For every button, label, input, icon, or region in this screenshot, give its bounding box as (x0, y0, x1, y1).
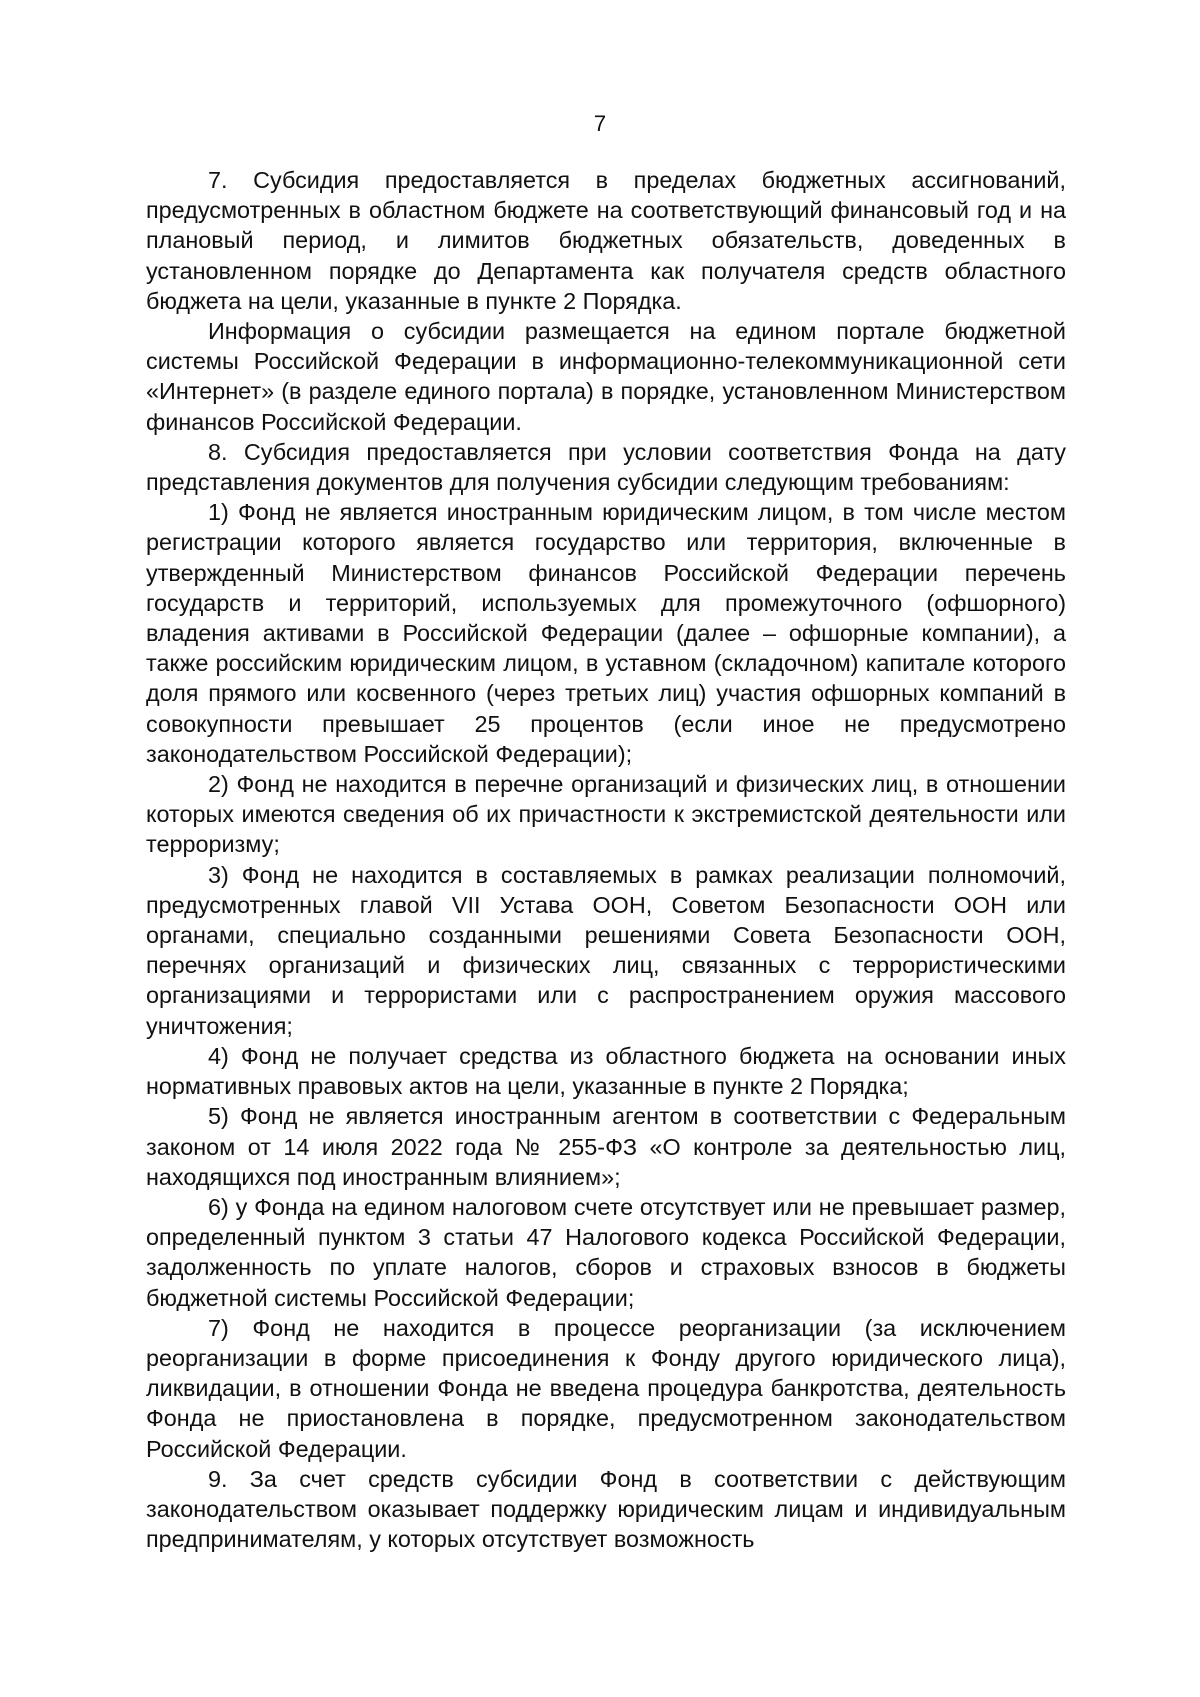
page-number: 7 (593, 111, 607, 136)
paragraph-8-item-4: 4) Фонд не получает средства из областного бюджета на основании иных нормативных правовых актов на цели, указанные в пункте 2 Порядка; (146, 1042, 1066, 1100)
paragraph-8-item-7: 7) Фонд не находится в процессе реорганизации (за исключением реорганизации в форме присоединения к Фонду другого юридического лица), ликвидации, в отношении Фонда не введена процедура банкротства, деятельность Фонда не приостановлена в порядке, предусмотренном законодательством Российской Федерации. (146, 1314, 1066, 1462)
paragraph-8: 8. Субсидия предоставляется при условии соответствия Фонда на дату представления документов для получения субсидии следующим требованиям: (146, 438, 1066, 496)
paragraph-8-item-6: 6) у Фонда на едином налоговом счете отсутствует или не превышает размер, определенный пунктом 3 статьи 47 Налогового кодекса Российской Федерации, задолженность по уплате налогов, сборов и страховых взносов в бюджеты бюджетной системы Российской Федерации; (146, 1193, 1066, 1311)
paragraph-8-item-3: 3) Фонд не находится в составляемых в рамках реализации полномочий, предусмотренных главой VII Устава ООН, Советом Безопасности ООН или органами, специально созданными решениями Совета Безопасности ООН, перечнях организаций и физических лиц, связанных с террористическими организациями и террористами или с распространением оружия массового уничтожения; (146, 861, 1066, 1039)
paragraph-7-info: Информация о субсидии размещается на едином портале бюджетной системы Российской Федерации в информационно-телекоммуникационной сети «Интернет» (в разделе единого портала) в порядке, установленном Министерством финансов Российской Федерации. (146, 318, 1066, 435)
paragraph-8-item-1: 1) Фонд не является иностранным юридическим лицом, в том числе местом регистрации которого является государство или территория, включенные в утвержденный Министерством финансов Российской Федерации перечень государств и территорий, используемых для промежуточного (офшорного) владения активами в Российской Федерации (далее – офшорные компании), а также российским юридическим лицом, в уставном (складочном) капитале которого доля прямого или косвенного (через третьих лиц) участия офшорных компаний в совокупности превышает 25 процентов (если иное не предусмотрено законодательством Российской Федерации); (146, 499, 1066, 767)
paragraph-7: 7. Субсидия предоставляется в пределах бюджетных ассигнований, предусмотренных в областном бюджете на соответствующий финансовый год и на плановый период, и лимитов бюджетных обязательств, доведенных в установленном порядке до Департамента как получателя средств областного бюджета на цели, указанные в пункте 2 Порядка. (146, 167, 1066, 314)
paragraph-8-item-2: 2) Фонд не находится в перечне организаций и физических лиц, в отношении которых имеются сведения об их причастности к экстремистской деятельности или терроризму; (146, 771, 1066, 858)
paragraph-8-item-5: 5) Фонд не является иностранным агентом в соответствии с Федеральным законом от 14 июля 2022 года № 255-ФЗ «О контроле за деятельностью лиц, находящихся под иностранным влиянием»; (146, 1103, 1066, 1190)
paragraph-9: 9. За счет средств субсидии Фонд в соответствии с действующим законодательством оказывает поддержку юридическим лицам и индивидуальным предпринимателям, у которых отсутствует возможность (146, 1465, 1066, 1553)
document-body (146, 165, 1066, 1554)
